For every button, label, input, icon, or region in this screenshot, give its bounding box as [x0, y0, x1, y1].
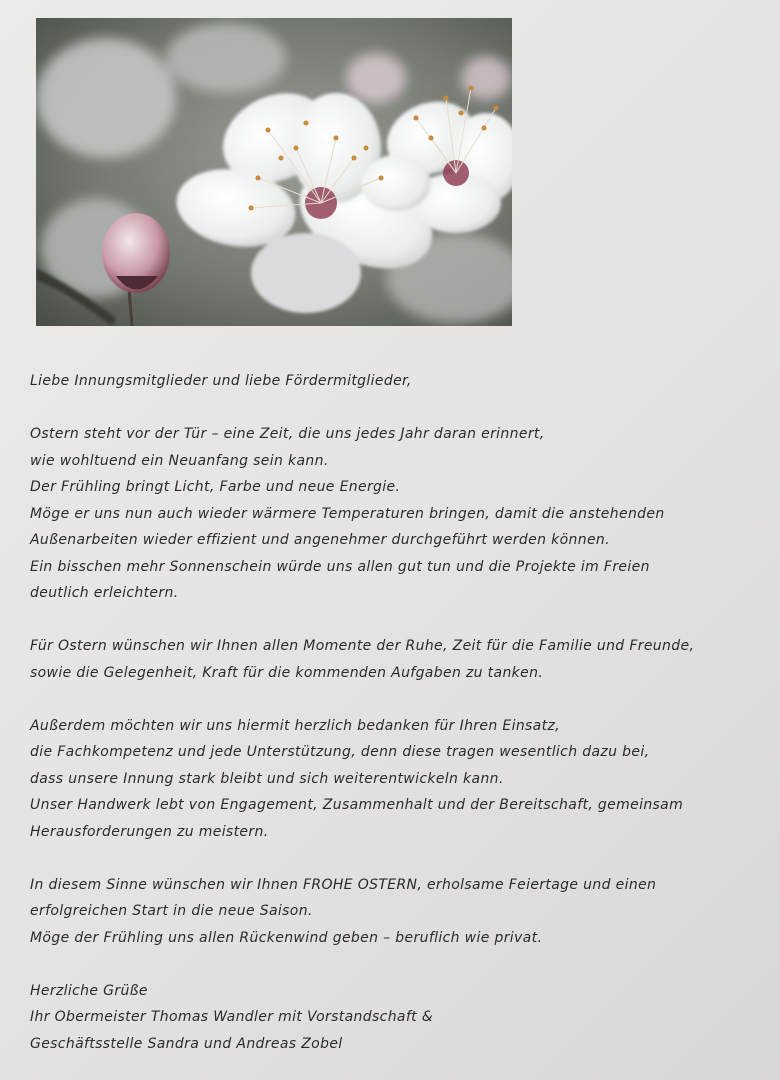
salutation: Liebe Innungsmitglieder und liebe Fördermitglieder, — [30, 373, 412, 389]
letter-line: erfolgreichen Start in die neue Saison. — [30, 903, 313, 919]
letter-line: wie wohltuend ein Neuanfang sein kann. — [30, 452, 329, 469]
letter-line: In diesem Sinne wünschen wir Ihnen FROHE OSTERN, erholsame Feiertage und einen — [30, 876, 657, 893]
letter-line: Herausforderungen zu meistern. — [30, 823, 269, 840]
closing: Herzliche Grüße — [30, 982, 148, 999]
letter-line: Ostern steht vor der Tür – eine Zeit, die uns jedes Jahr daran erinnert, — [30, 426, 545, 442]
letter-line: dass unsere Innung stark bleibt und sich weiterentwickeln kann. — [30, 770, 504, 787]
letter-line: Unser Handwerk lebt von Engagement, Zusammenhalt und der Bereitschaft, gemeinsam — [30, 797, 684, 813]
letter-line: die Fachkompetenz und jede Unterstützung, denn diese tragen wesentlich dazu bei, — [30, 744, 650, 760]
letter-line: deutlich erleichtern. — [30, 585, 179, 601]
letter-line: Möge er uns nun auch wieder wärmere Temperaturen bringen, damit die anstehenden — [30, 505, 665, 522]
letter-line: Außerdem möchten wir uns hiermit herzlich bedanken für Ihren Einsatz, — [30, 717, 560, 734]
easter-letter — [30, 368, 760, 1057]
letter-line: Ein bisschen mehr Sonnenschein würde uns allen gut tun und die Projekte im Freien — [30, 558, 650, 575]
letter-line: sowie die Gelegenheit, Kraft für die kommenden Aufgaben zu tanken. — [30, 664, 544, 681]
letter-line: Möge der Frühling uns allen Rückenwind geben – beruflich wie privat. — [30, 929, 543, 946]
letter-line: Außenarbeiten wieder effizient und angenehmer durchgeführt werden können. — [30, 532, 610, 548]
letter-line: Der Frühling bringt Licht, Farbe und neue Energie. — [30, 479, 401, 495]
letter-line: Für Ostern wünschen wir Ihnen allen Momente der Ruhe, Zeit für die Familie und Freunde, — [30, 638, 695, 654]
signature-line: Ihr Obermeister Thomas Wandler mit Vorstandschaft & — [30, 1009, 434, 1025]
cherry-blossom-illustration — [36, 18, 512, 326]
signature-line: Geschäftsstelle Sandra und Andreas Zobel — [30, 1035, 343, 1052]
cherry-blossom-photo — [36, 18, 512, 326]
